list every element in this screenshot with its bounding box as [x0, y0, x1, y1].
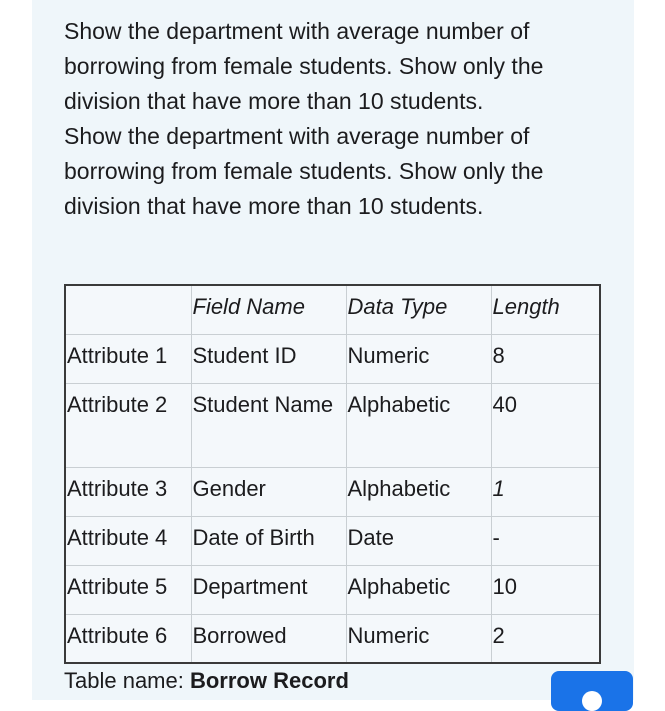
table-name-label: Table name: [64, 668, 190, 693]
borrow-record-table [64, 284, 601, 664]
row-length: 1 [491, 467, 600, 516]
row-field-name: Gender [191, 467, 346, 516]
table-row [65, 467, 600, 516]
row-field-name: Date of Birth [191, 516, 346, 565]
table-row [65, 565, 600, 614]
question-paragraph-2: Show the department with average number of borrowing from female students. Show only the division that have more than 10 students. [64, 123, 544, 219]
row-field-name: Student Name [191, 383, 346, 467]
row-attribute: Attribute 4 [65, 516, 191, 565]
row-data-type: Alphabetic [346, 565, 491, 614]
row-length: 10 [491, 565, 600, 614]
row-data-type: Numeric [346, 334, 491, 383]
row-length: 2 [491, 614, 600, 663]
row-field-name: Borrowed [191, 614, 346, 663]
row-data-type: Numeric [346, 614, 491, 663]
row-data-type: Date [346, 516, 491, 565]
header-length: Length [491, 285, 600, 334]
row-attribute: Attribute 3 [65, 467, 191, 516]
row-length: 8 [491, 334, 600, 383]
table-row [65, 614, 600, 663]
question-text [64, 14, 604, 224]
row-attribute: Attribute 1 [65, 334, 191, 383]
header-data-type: Data Type [346, 285, 491, 334]
row-attribute: Attribute 2 [65, 383, 191, 467]
header-field-name: Field Name [191, 285, 346, 334]
table-name-caption [64, 664, 349, 698]
row-attribute: Attribute 6 [65, 614, 191, 663]
row-length: 40 [491, 383, 600, 467]
table-name-value: Borrow Record [189, 668, 349, 693]
row-length: - [491, 516, 600, 565]
row-field-name: Student ID [191, 334, 346, 383]
row-data-type: Alphabetic [346, 383, 491, 467]
chat-button[interactable] [551, 671, 633, 711]
row-data-type: Alphabetic [346, 467, 491, 516]
table-row [65, 334, 600, 383]
row-attribute: Attribute 5 [65, 565, 191, 614]
table-row [65, 516, 600, 565]
chat-icon [582, 691, 602, 711]
table-row [65, 383, 600, 467]
row-field-name: Department [191, 565, 346, 614]
question-paragraph-1: Show the department with average number of borrowing from female students. Show only the division that have more than 10 students. [64, 18, 544, 114]
table-header-row [65, 285, 600, 334]
header-attribute [65, 285, 191, 334]
